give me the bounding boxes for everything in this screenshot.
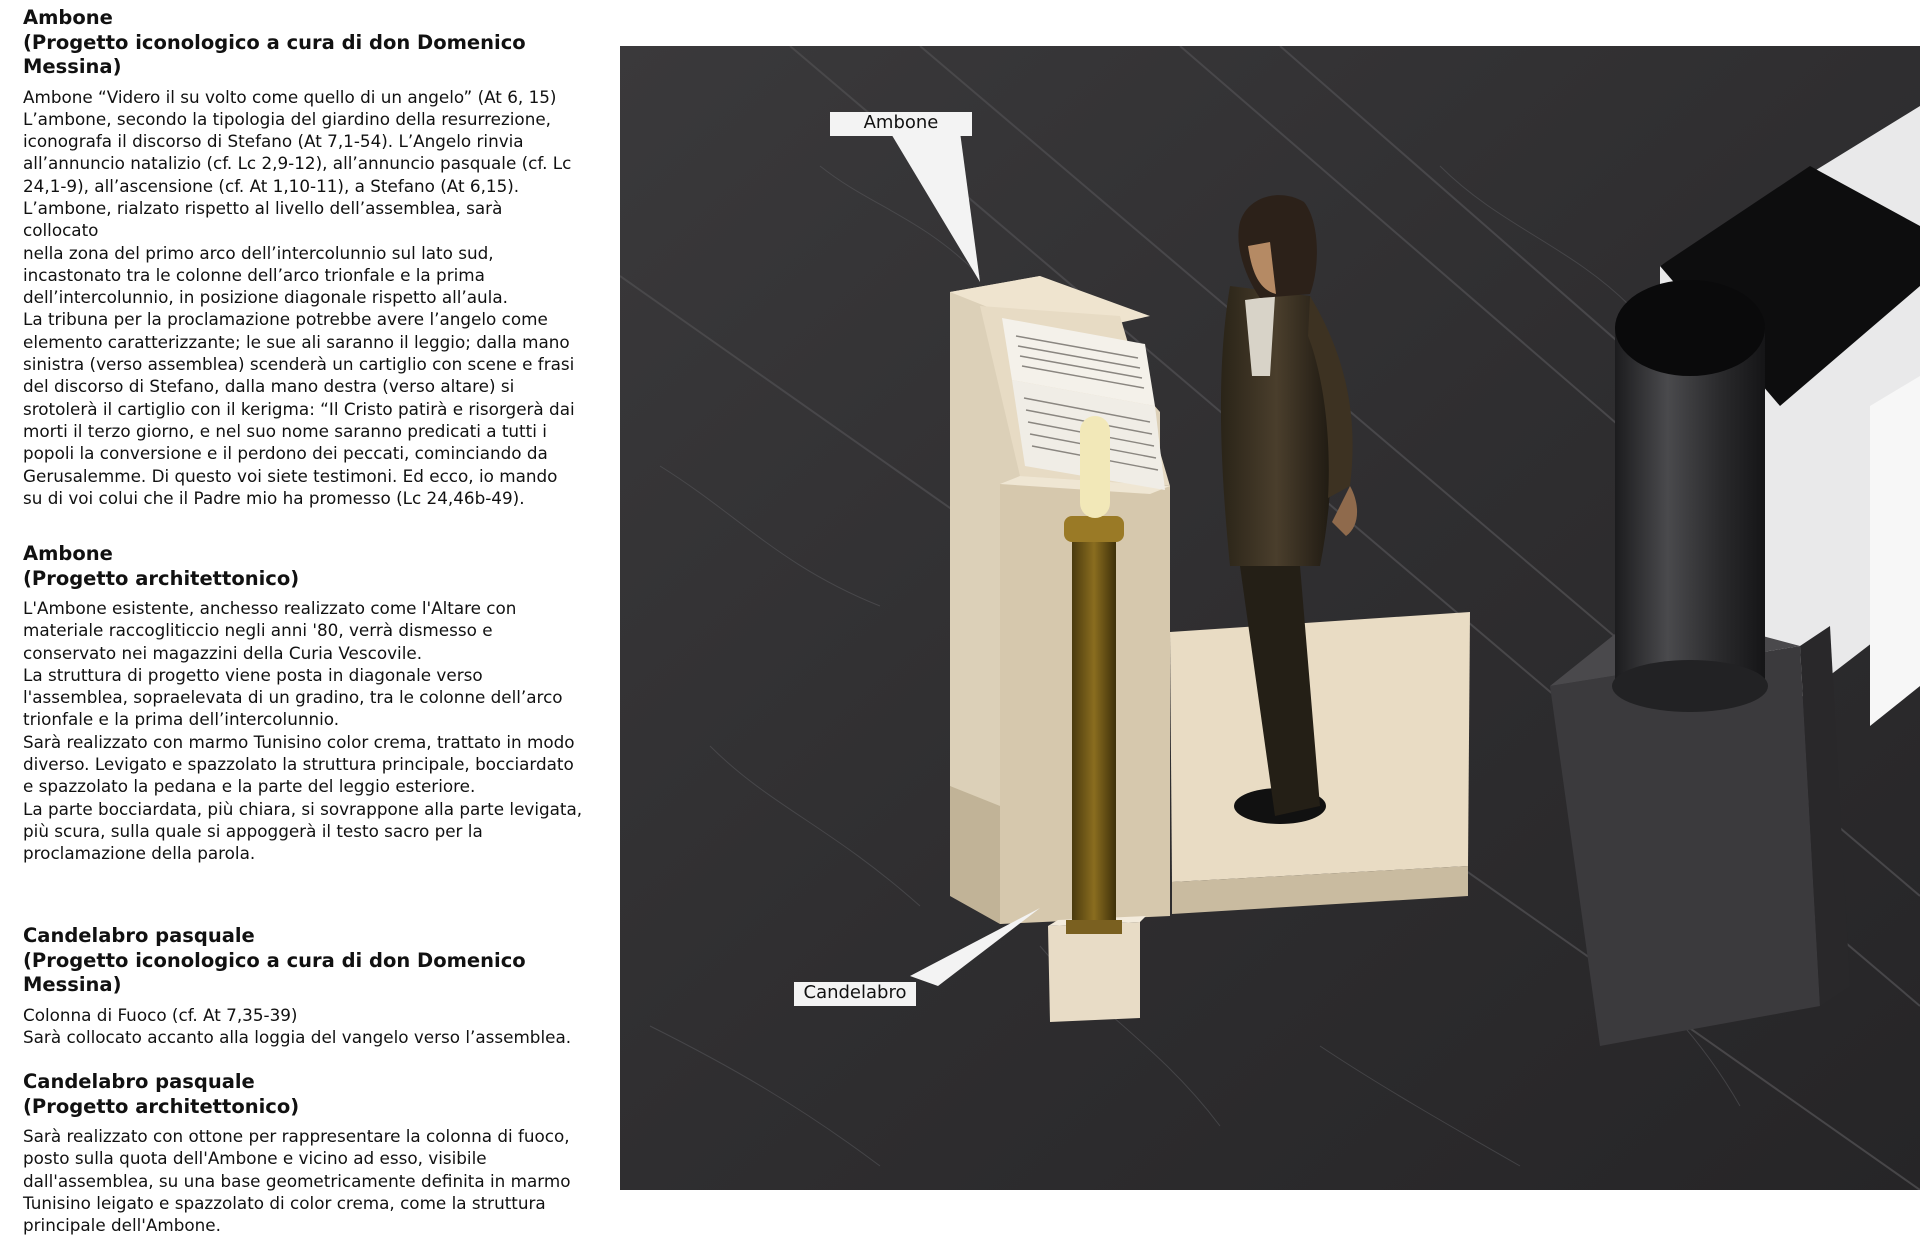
ambone-callout-pointer (890, 132, 980, 282)
section-ambone-iconologico (23, 6, 583, 509)
section-title: Candelabro pasquale (Progetto architettonico) (23, 1070, 300, 1118)
section-ambone-architettonico (23, 542, 582, 865)
candelabro-callout-pointer (910, 908, 1040, 986)
section-body: L'Ambone esistente, anchesso realizzato come l'Altare con materiale raccogliticcio negli anni '80, verrà dismesso e conservato nei magazzini della Curia Vescovile. La struttura di progetto viene posta in diagonale verso l'assemblea, sopraelevata di un gradino, tra le colonne dell’arco trionfale e la prima dell’intercolunnio. Sarà realizzato con marmo Tunisino color crema, trattato in modo diverso. Levigato e spazzolato la struttura principale, bocciardato e spazzolato la pedana e la parte del leggio esteriore. La parte bocciardata, più chiara, si sovrappone alla parte levigata, più scura, sulla quale si appoggerà il testo sacro per la proclamazione della parola. (23, 598, 583, 864)
section-body: Ambone “Videro il su volto come quello di un angelo” (At 6, 15) L’ambone, secondo la tipologia del giardino della resurrezione, iconografa il discorso di Stefano (At 7,1-54). L’Angelo rinvia all’annuncio natalizio (cf. Lc 2,9-12), all’annuncio pasquale (cf. Lc 24,1-9), all’ascensione (cf. At 1,10-11), a Stefano (At 6,15). L’ambone, rialzato rispetto al livello dell’assemblea, sarà collocato nella zona del primo arco dell’intercolunnio sul lato sud, incastonato tra le colonne dell’arco trionfale e la prima dell’intercolunnio, in posizione diagonale rispetto all’aula. La tribuna per la proclamazione potrebbe avere l’angelo come elemento caratterizzante; le sue ali saranno il leggio; dalla mano sinistra (verso assemblea) scenderà un cartiglio con scene e frasi del discorso di Stefano, dalla mano destra (verso altare) si srotolerà il cartiglio con il kerigma: “Il Cristo patirà e risorgerà dai morti il terzo giorno, e nel suo nome saranno predicati a tutti i popoli la conversione e il perdono dei peccati, cominciando da Gerusalemme. Di questo voi siete testimoni. Ed ecco, io mando su di voi colui che il Padre mio ha promesso (Lc 24,46b-49). (23, 86, 575, 508)
section-title: Ambone (Progetto architettonico) (23, 542, 300, 590)
candelabro-callout-label: Candelabro (794, 982, 916, 1006)
section-candelabro-iconologico (23, 924, 571, 1048)
ambone-callout-label: Ambone (830, 112, 972, 136)
section-candelabro-architettonico (23, 1070, 570, 1236)
section-body: Sarà realizzato con ottone per rappresentare la colonna di fuoco, posto sulla quota dell'Ambone e vicino ad esso, visibile dall'assemblea, su una base geometricamente definita in marmo Tunisino leigato e spazzolato di color crema, come la struttura principale dell'Ambone. (23, 1126, 571, 1236)
section-title: Ambone (Progetto iconologico a cura di don Domenico Messina) (23, 6, 526, 78)
section-title: Candelabro pasquale (Progetto iconologico a cura di don Domenico Messina) (23, 924, 526, 996)
callout-pointers (620, 46, 1920, 1190)
ambone-render (620, 46, 1920, 1190)
section-body: Colonna di Fuoco (cf. At 7,35-39) Sarà collocato accanto alla loggia del vangelo verso l’assemblea. (23, 1004, 572, 1047)
